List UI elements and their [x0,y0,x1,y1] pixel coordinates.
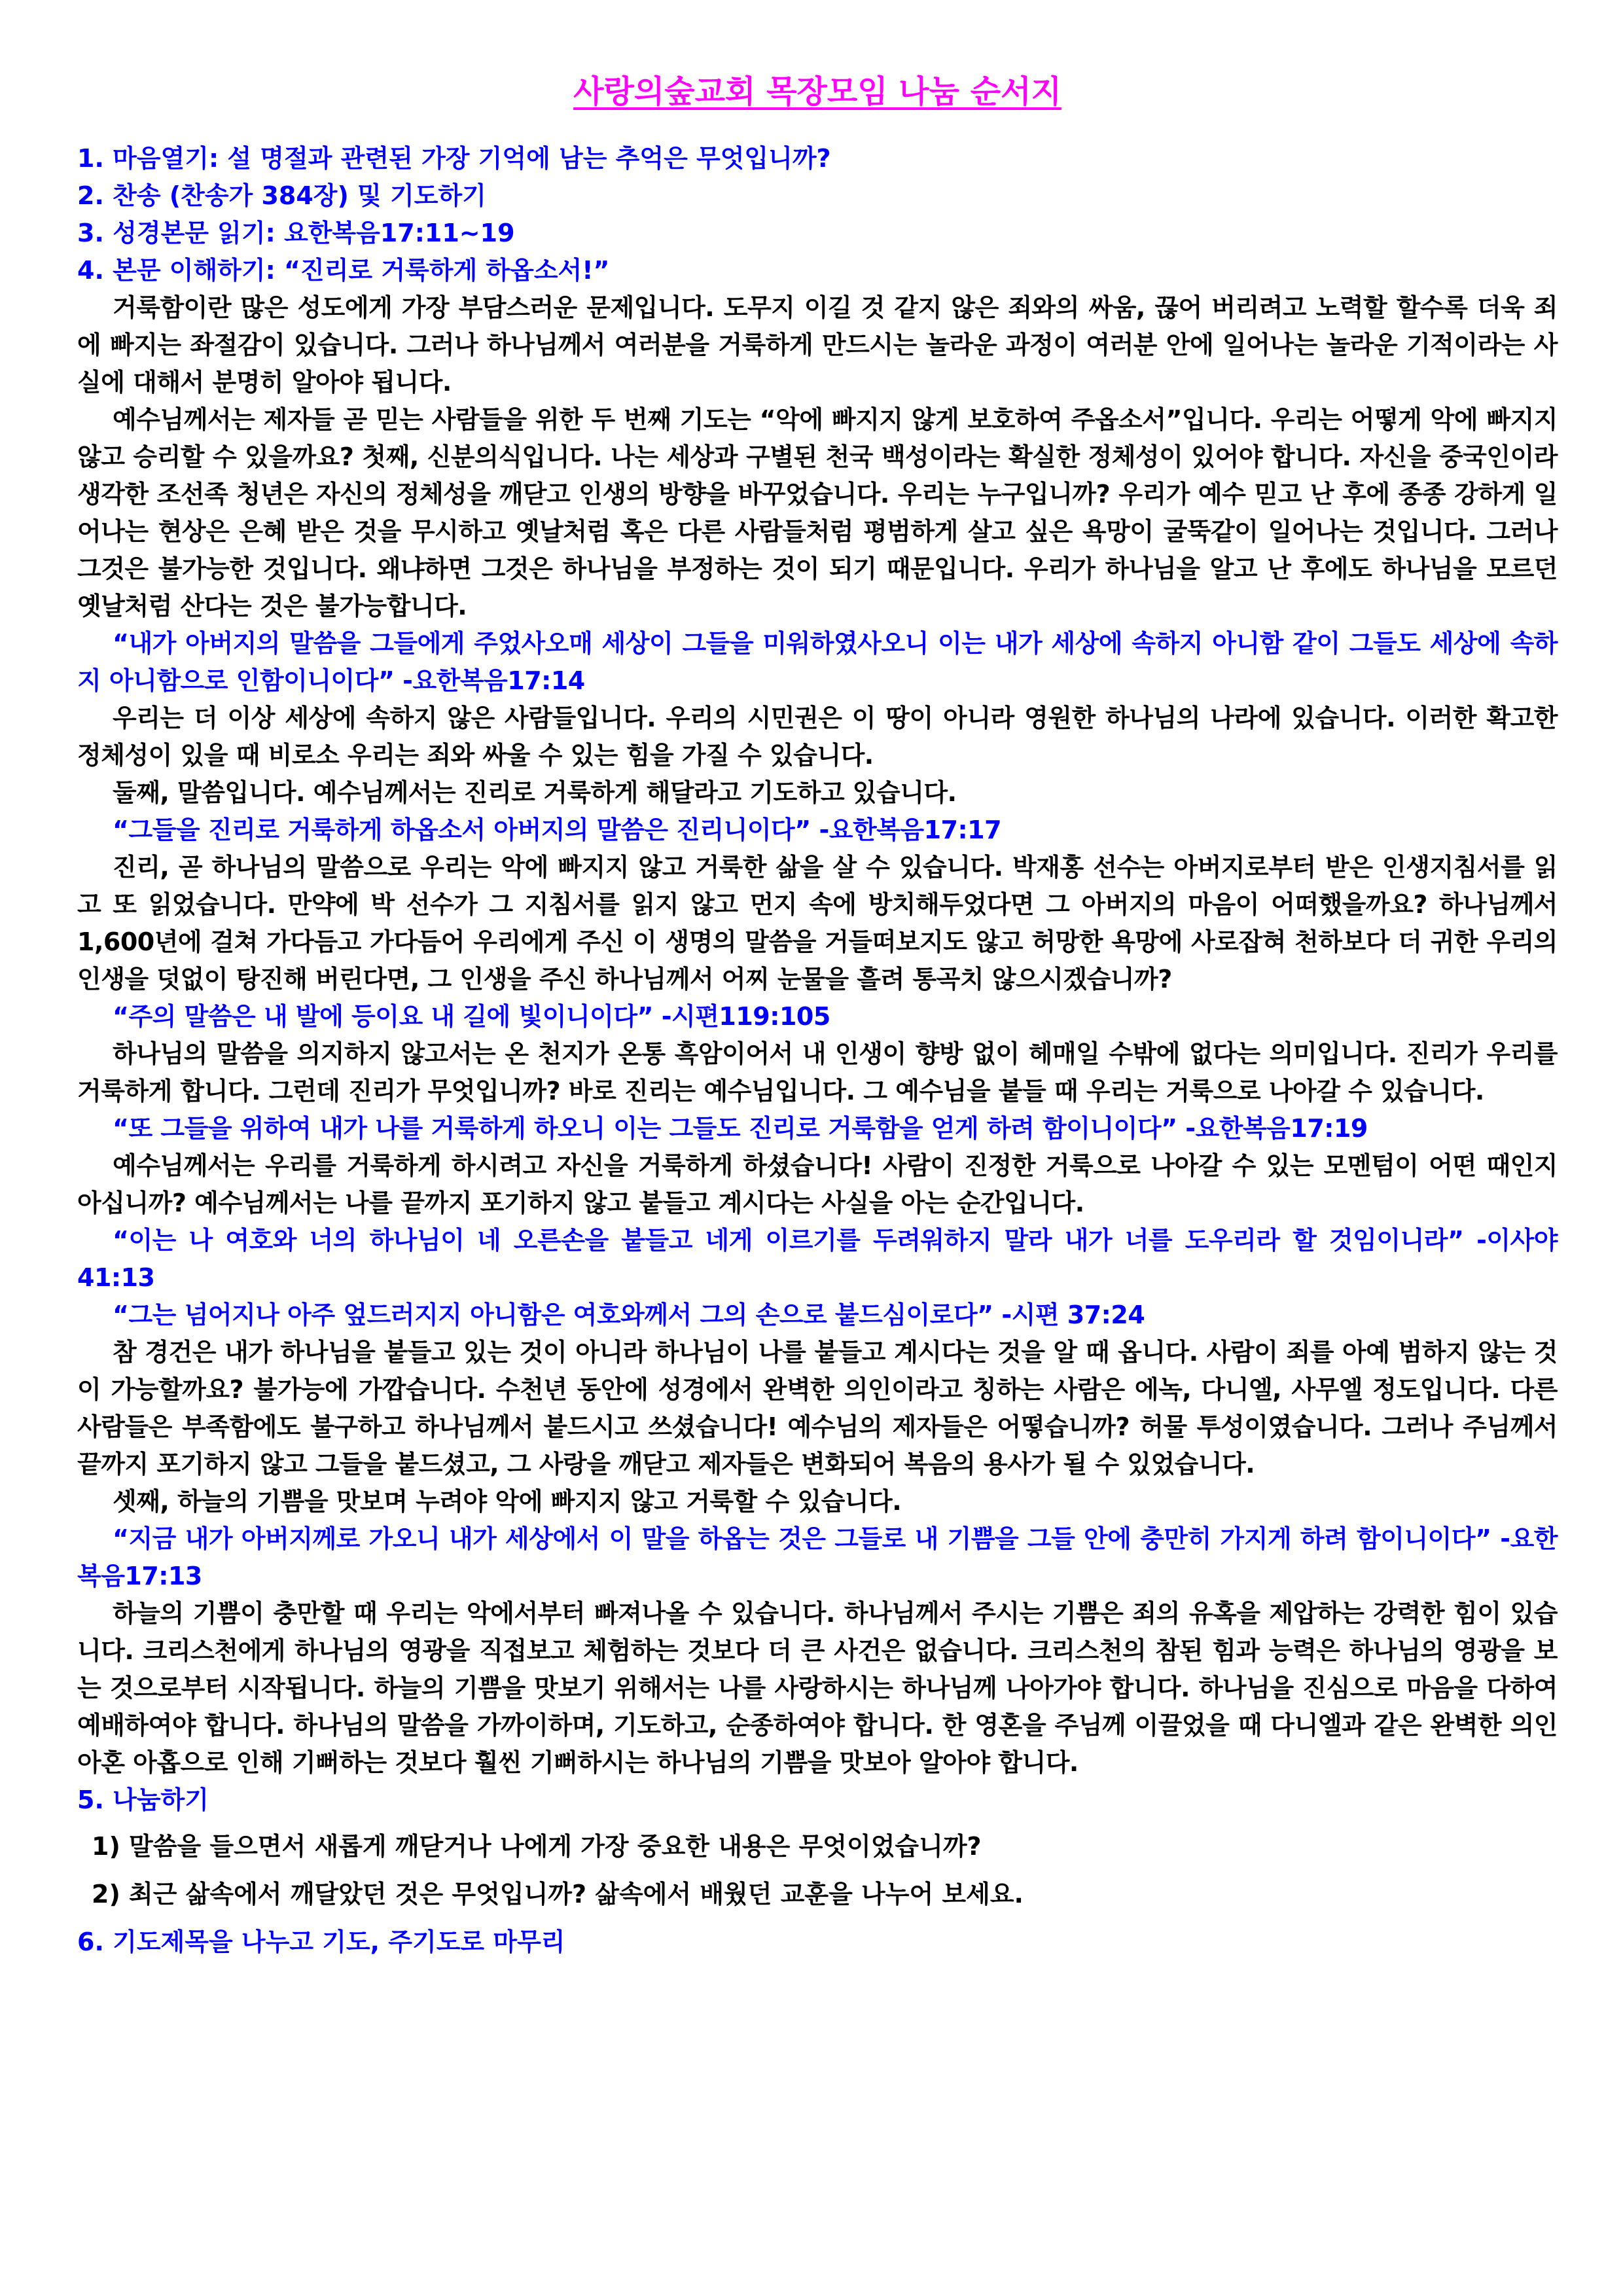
page-title: 사랑의숲교회 목장모임 나눔 순서지 [573,73,1061,110]
heading-4: 4. 본문 이해하기: “진리로 거룩하게 하옵소서!” [77,256,610,285]
heading-3: 3. 성경본문 읽기: 요한복음17:11~19 [77,219,515,247]
paragraph: 셋째, 하늘의 기쁨을 맛보며 누려야 악에 빠지지 않고 거룩할 수 있습니다. [113,1487,902,1516]
scripture-quote: “주의 말씀은 내 발에 등이요 내 길에 빛이니이다” -시편119:105 [113,1002,830,1031]
scripture-quote: “내가 아버지의 말씀을 그들에게 주었사오매 세상이 그들을 미워하였사오니 이는 내가 세상에 속하지 아니함 같이 그들도 세상에 속하지 아니함으로 인함이니이다” -요한복음17:14 [77,629,1558,695]
paragraph: 둘째, 말씀입니다. 예수님께서는 진리로 거룩하게 해달라고 기도하고 있습니다. [113,778,957,807]
scripture-quote: “그들을 진리로 거룩하게 하옵소서 아버지의 말씀은 진리니이다” -요한복음17:17 [113,816,1002,844]
scripture-quote: “또 그들을 위하여 내가 나를 거룩하게 하오니 이는 그들도 진리로 거룩함을 얻게 하려 함이니이다” -요한복음17:19 [113,1114,1368,1143]
scripture-quote: “그는 넘어지나 아주 엎드러지지 아니함은 여호와께서 그의 손으로 붙드심이로다” -시편 37:24 [113,1300,1145,1329]
heading-1: 1. 마음열기: 설 명절과 관련된 가장 기억에 남는 추억은 무엇입니까? [77,144,831,173]
heading-5: 5. 나눔하기 [77,1785,209,1814]
heading-6: 6. 기도제목을 나누고 기도, 주기도로 마무리 [77,1928,565,1956]
discussion-question: 2) 최근 삶속에서 깨달았던 것은 무엇입니까? 삶속에서 배웠던 교훈을 나누어 보세요. [92,1880,1024,1909]
heading-2: 2. 찬송 (찬송가 384장) 및 기도하기 [77,181,486,210]
paragraph: 거룩함이란 많은 성도에게 가장 부담스러운 문제입니다. 도무지 이길 것 같지 않은 죄와의 싸움, 끊어 버리려고 노력할 할수록 더욱 죄에 빠지는 좌절감이 있습니다. 그러나 하나님께서 여러분을 거룩하게 만드시는 놀라운 과정이 여러분 안에 일어나는 놀라운 기적이라는 사실에 대해서 분명히 알아야 됩니다. [77,293,1558,397]
paragraph: 예수님께서는 제자들 곧 믿는 사람들을 위한 두 번째 기도는 “악에 빠지지 않게 보호하여 주옵소서”입니다. 우리는 어떻게 악에 빠지지 않고 승리할 수 있을까요? 첫째, 신분의식입니다. 나는 세상과 구별된 천국 백성이라는 확실한 정체성이 있어야 합니다. 자신을 중국인이라 생각한 조선족 청년은 자신의 정체성을 깨닫고 인생의 방향을 바꾸었습니다. 우리는 누구입니까? 우리가 예수 믿고 난 후에 종종 강하게 일어나는 현상은 은혜 받은 것을 무시하고 옛날처럼 혹은 다른 사람들처럼 평범하게 살고 싶은 욕망이 굴뚝같이 일어나는 것입니다. 그러나 그것은 불가능한 것입니다. 왜냐하면 그것은 하나님을 부정하는 것이 되기 때문입니다. 우리가 하나님을 알고 난 후에도 하나님을 모르던 옛날처럼 산다는 것은 불가능합니다. [77,405,1558,620]
paragraph: 예수님께서는 우리를 거룩하게 하시려고 자신을 거룩하게 하셨습니다! 사람이 진정한 거룩으로 나아갈 수 있는 모멘텀이 어떤 때인지 아십니까? 예수님께서는 나를 끝까지 포기하지 않고 붙들고 계시다는 사실을 아는 순간입니다. [77,1151,1558,1217]
paragraph: 하늘의 기쁨이 충만할 때 우리는 악에서부터 빠져나올 수 있습니다. 하나님께서 주시는 기쁨은 죄의 유혹을 제압하는 강력한 힘이 있습니다. 크리스천에게 하나님의 영광을 직접보고 체험하는 것보다 더 큰 사건은 없습니다. 크리스천의 참된 힘과 능력은 하나님의 영광을 보는 것으로부터 시작됩니다. 하늘의 기쁨을 맛보기 위해서는 나를 사랑하시는 하나님께 나아가야 합니다. 하나님을 진심으로 마음을 다하여 예배하여야 합니다. 하나님의 말씀을 가까이하며, 기도하고, 순종하여야 합니다. 한 영혼을 주님께 이끌었을 때 다니엘과 같은 완벽한 의인 아혼 아홉으로 인해 기뻐하는 것보다 훨씬 기뻐하시는 하나님의 기쁨을 맛보아 알아야 합니다. [77,1599,1558,1777]
scripture-quote: “지금 내가 아버지께로 가오니 내가 세상에서 이 말을 하옵는 것은 그들로 내 기쁨을 그들 안에 충만히 가지게 하려 함이니이다” -요한복음17:13 [77,1524,1558,1590]
document-page [77,65,1558,1961]
paragraph: 참 경건은 내가 하나님을 붙들고 있는 것이 아니라 하나님이 나를 붙들고 계시다는 것을 알 때 옵니다. 사람이 죄를 아예 범하지 않는 것이 가능할까요? 불가능에 가깝습니다. 수천년 동안에 성경에서 완벽한 의인이라고 칭하는 사람은 에녹, 다니엘, 사무엘 정도입니다. 다른 사람들은 부족함에도 불구하고 하나님께서 붙드시고 쓰셨습니다! 예수님의 제자들은 어떻습니까? 허물 투성이였습니다. 그러나 주님께서 끝까지 포기하지 않고 그들을 붙드셨고, 그 사랑을 깨닫고 제자들은 변화되어 복음의 용사가 될 수 있었습니다. [77,1338,1558,1479]
paragraph: 우리는 더 이상 세상에 속하지 않은 사람들입니다. 우리의 시민권은 이 땅이 아니라 영원한 하나님의 나라에 있습니다. 이러한 확고한 정체성이 있을 때 비로소 우리는 죄와 싸울 수 있는 힘을 가질 수 있습니다. [77,704,1558,770]
paragraph: 하나님의 말씀을 의지하지 않고서는 온 천지가 온통 흑암이어서 내 인생이 향방 없이 헤매일 수밖에 없다는 의미입니다. 진리가 우리를 거룩하게 합니다. 그런데 진리가 무엇입니까? 바로 진리는 예수님입니다. 그 예수님을 붙들 때 우리는 거룩으로 나아갈 수 있습니다. [77,1039,1558,1105]
scripture-quote: “이는 나 여호와 너의 하나님이 네 오른손을 붙들고 네게 이르기를 두려워하지 말라 내가 너를 도우리라 할 것임이니라” -이사야41:13 [77,1226,1558,1292]
discussion-question: 1) 말씀을 들으면서 새롭게 깨닫거나 나에게 가장 중요한 내용은 무엇이었습니까? [92,1832,982,1861]
paragraph: 진리, 곧 하나님의 말씀으로 우리는 악에 빠지지 않고 거룩한 삶을 살 수 있습니다. 박재홍 선수는 아버지로부터 받은 인생지침서를 읽고 또 읽었습니다. 만약에 박 선수가 그 지침서를 읽지 않고 먼지 속에 방치해두었다면 그 아버지의 마음이 어떠했을까요? 하나님께서 1,600년에 걸쳐 가다듬고 가다듬어 우리에게 주신 이 생명의 말씀을 거들떠보지도 않고 허망한 욕망에 사로잡혀 천하보다 더 귀한 우리의 인생을 덧없이 탕진해 버린다면, 그 인생을 주신 하나님께서 어찌 눈물을 흘려 통곡치 않으시겠습니까? [77,853,1558,994]
